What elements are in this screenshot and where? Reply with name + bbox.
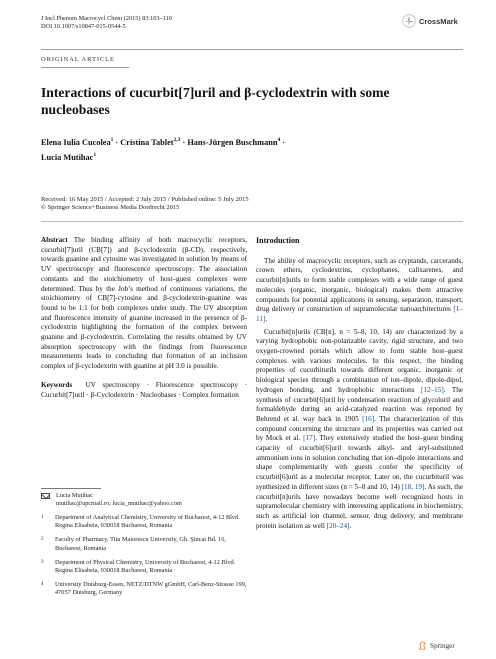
citation-link[interactable]: [18, 19] [401,482,425,491]
intro-text: . [349,521,352,530]
intro-text: Cucurbit[n]urils (CB[n], n = 5–8, 10, 14) are characterized by a varying hydrophobic non-polarizable cavity, rigid structure, and two oxygen-crowned portals which allow to form stable host–guest complexes with various molecules. In this respect, the binding properties of cucurbiturils towards different organic, inorganic or biological species through a combination of ion–dipole, dipole-dipol, hydrogen bonding, and hydrophobic interactions [256,327,463,394]
author-separator: · [180,137,188,147]
affiliation-number: 4 [41,582,44,588]
history-dates: Received: 16 May 2015 / Accepted: 2 July 2015 / Published online: 5 July 2015 [41,196,249,203]
introduction-paragraph [256,257,463,325]
citation-link[interactable]: [20–24] [326,521,350,530]
citation-link[interactable]: [17] [303,434,316,443]
abstract-text: The binding affinity of both macrocyclic receptors, cucurbit[7]uril (CB[7]) and β-cyclodextrin (β-CD), respectively, towards guanine and cytosine was investigated in solution by means of UV spectroscopy and fluorescence spectroscopy. The association constants and the stoichiometry of host–guest complexes were determined. Thus by the Job’s method of continuous variations, the stoichiometry of CB[7]-cytosine and β-cyclodextrin-guanine was found to be 1:1 for both complexes under study. The UV absorption and fluorescence intensity of guanine increased in the presence of β-cyclodextrin highlighting the formation of the complex between guanine and β-cyclodextrin. Correlating the results obtained by UV absorption spectroscopy with the findings from fluorescence measurements leads to concluding that formation of an inclusion complex of β-cyclodextrin with guanine at pH 3.0 is possible. [41,236,247,371]
intro-text: . As such, the cucurbit[n]urils have nowadays become well recognized hosts in supramolecular chemistry with interesting applications in biochemistry, such as artificial ion channel, sensor, drug delivery, and membrane protein isolation as well [256,482,463,530]
springer-horse-icon [418,641,427,650]
copyright-line: © Springer Science+Business Media Dordrecht 2015 [41,204,180,211]
article-title: Interactions of cucurbit[7]uril and β-cyclodextrin with some nucleobases [41,85,390,117]
author-affiliation-marker: 1 [93,151,97,158]
intro-text: . The synthesis of cucurbit[6]uril by condensation reaction of glycoluril and formaldehyde during an acid-catalyzed reaction was reported by Behrend et al. way back in 1905 [256,385,464,423]
article-type: ORIGINAL ARTICLE [41,56,115,63]
intro-text: . The characterization of this compound concerning the structure and its properties was carried out by Mock et al. [256,414,463,443]
author-affiliation-marker: 2,3 [173,137,181,143]
intro-text: . [265,314,268,323]
affiliation-text: Department of Analytical Chemistry, University of Bucharest, 4-12 Blvd. Regina Elisabeta, 030018 Bucharest, Romania [55,514,240,530]
crossmark-badge[interactable] [402,14,458,28]
introduction-paragraph [256,328,463,532]
abstract [41,236,247,372]
author-name[interactable]: Cristina Tablet [120,137,174,147]
publisher-logo [418,641,455,650]
header-rule-top [41,49,463,50]
correspondence [41,492,247,508]
affiliation-item [41,559,247,575]
author-affiliation-marker: 1 [110,137,114,143]
corresponding-email[interactable]: mutihac@upcmail.ro; lucia_mutihac@yahoo.com [56,500,182,508]
envelope-icon [41,493,50,499]
footnote-rule [41,488,101,489]
journal-info [41,15,172,31]
publication-dates [41,196,249,212]
affiliations [41,514,247,604]
author-name[interactable]: Lucia Mutihac [41,152,94,162]
intro-text: The ability of macrocyclic receptors, such as cryptands, carcerands, crown ethers, cyclodextrins, cyclophanes, calixarenes, and cucurbit[n]urils to form stable complexes with a wide range of guest molecules (organic, inorganic, biological) makes them attractive compounds for potential applications in sensing, separation, transport, drug delivery or construction of supramolecular nanoarchitectures [256,256,463,314]
section-rule [41,221,463,222]
introduction-heading: Introduction [256,236,300,245]
affiliation-item [41,514,247,530]
affiliation-number: 2 [41,537,44,543]
author-affiliation-marker: 4 [277,137,281,143]
citation-link[interactable]: [1–11] [256,305,463,323]
corresponding-author: Lucia Mutihac [56,492,93,499]
intro-text: . They extensively studied the host–guest binding capacity of cucurbit[6]uril towards alkyl- and aryl-substituted ammonium ions in solution concluding that ion–dipole interactions and shape complementarily with guests confer the specificity of cucurbit[6]uril as a molecular receptor. Later on, the cucurbituril was synthesized in different sizes (n = 5–8 and 10, 14) [256,434,463,491]
publisher-name: Springer [430,641,455,650]
keywords-heading: Keywords [41,380,73,389]
crossmark-label: CrossMark [419,16,458,26]
crossmark-icon [402,14,416,28]
author-list [41,134,461,164]
doi-line: DOI 10.1007/s10847-015-0544-5 [41,23,126,30]
abstract-heading: Abstract [41,236,68,244]
affiliation-text: Department of Physical Chemistry, University of Bucharest, 4-12 Blvd. Regina Elisabeta, 030018 Bucharest, Romania [55,558,236,575]
author-name[interactable]: Elena Iulia Cucolea [41,137,111,147]
journal-citation: J Incl Phenom Macrocycl Chem (2015) 83:103–110 [41,15,172,22]
affiliation-text: University Duisburg-Essen, NETZ/DTNW gGmbH, Carl-Benz-Strasse 199, 47057 Duisburg, Germany [55,581,247,597]
affiliation-item [41,581,247,597]
right-column [256,236,463,531]
author-separator: · [113,137,121,147]
author-name[interactable]: Hans-Jürgen Buschmann [187,137,278,147]
affiliation-number: 1 [41,515,44,520]
keywords-text: UV spectroscopy · Fluorescence spectroscopy · Cucurbit[7]uril · β-Cyclodextrin · Nucleobases · Complex formation [41,380,247,399]
author-separator: · [280,137,286,147]
keywords [41,381,247,400]
affiliation-text: Faculty of Pharmacy, Titu Maiorescu University, Gh. Şincai Bd. 16, Bucharest, Romania [55,536,226,552]
header-rule-bottom [41,67,129,68]
left-column [41,236,247,400]
affiliation-number: 3 [41,559,44,565]
citation-link[interactable]: [12–15] [420,385,444,394]
citation-link[interactable]: [16] [362,414,375,423]
affiliation-item [41,536,247,552]
